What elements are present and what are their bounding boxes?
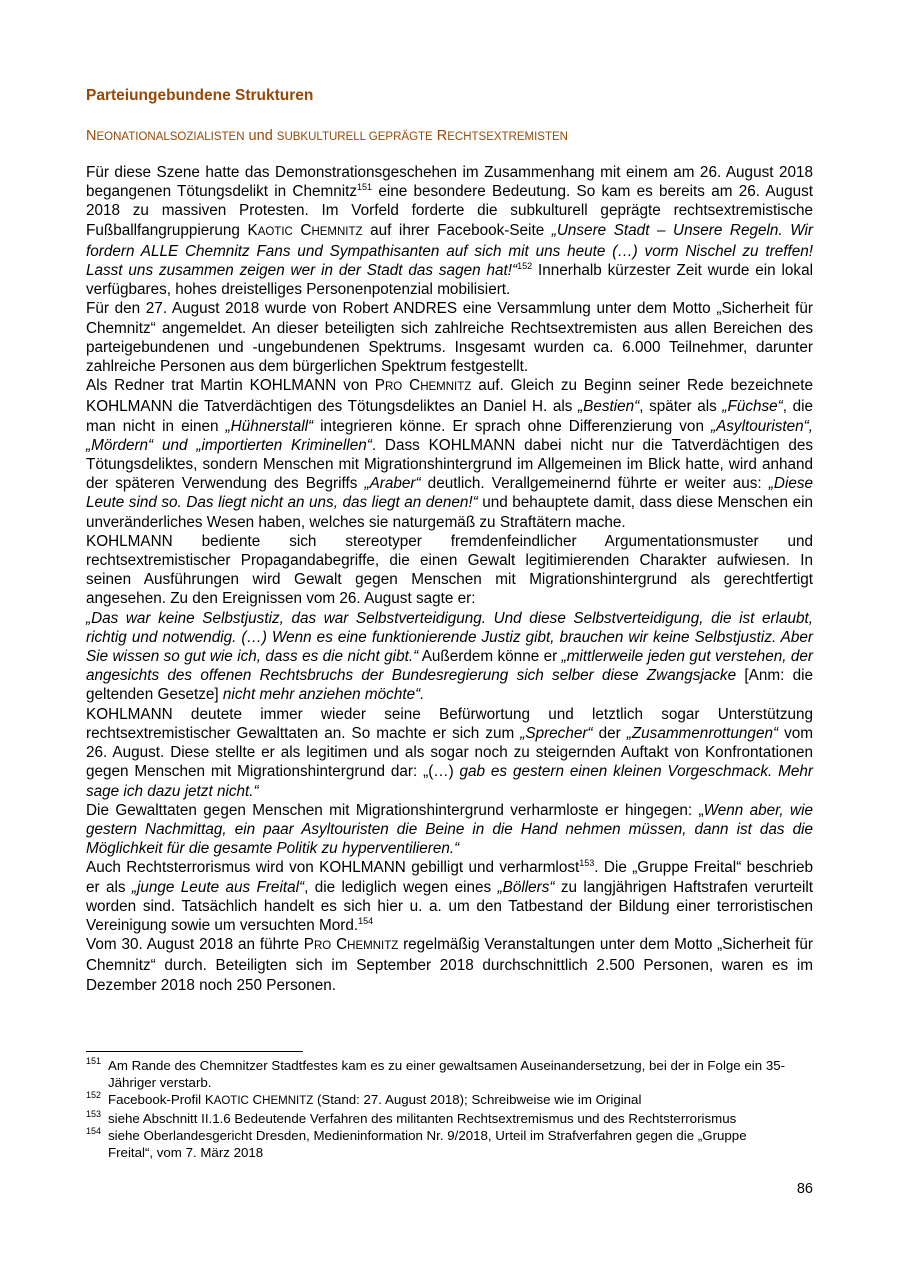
section-heading: Parteiungebundene Strukturen	[86, 87, 314, 104]
footnote-151	[86, 1057, 786, 1091]
footnote-text: K	[204, 1092, 214, 1107]
body-text	[86, 163, 813, 995]
text: AOTIC	[257, 225, 293, 238]
text: zu langjährigen Haftstrafen verurteilt worden sind. Tatsächlich handelt es sich hier u. a. um den Tatbestand der Bildung einer terroristischen Vereinigung sowie um versuchten Mord.	[86, 878, 813, 934]
text: . Die „Gruppe Freital“ beschrieb er als	[86, 859, 813, 896]
quote: „Hühnerstall“	[225, 417, 314, 435]
footnote-153	[86, 1110, 786, 1127]
sub-word-4: ECHTSEXTREMISTEN	[447, 131, 568, 143]
footnote-number: 151	[86, 1056, 102, 1066]
quote: „Unsere Stadt – Unsere Regeln. Wir fordern ALLE Chemnitz Fans und Sympathisanten auf sich mit uns heute (…) vorm Nischel zu treffen! Lasst uns zusammen zeigen wer in der Stadt das sagen hat!“	[86, 221, 813, 280]
paragraph-5	[86, 609, 813, 705]
text: [Anm: die geltenden Gesetze]	[86, 667, 813, 704]
footnote-ref-154[interactable]: 154	[358, 915, 374, 926]
text: C	[331, 936, 348, 954]
text: deutlich. Verallgemeinernd führte er weiter aus:	[420, 475, 769, 493]
text: auf. Gleich zu Beginn seiner Rede bezeichnete KOHLMANN die Tatverdächtigen des Tötungsdeliktes an Daniel H. als	[86, 377, 813, 416]
footnote-number: 153	[86, 1109, 102, 1119]
quote: „Füchse“	[722, 398, 783, 416]
sub-word-1: EONATIONALSOZIALISTEN	[96, 131, 245, 143]
quote: „mittlerweile jeden gut verstehen, der angesichts des offenen Rechtsbruchs der Bundesregierung sich selber diese Zwangsjacke	[86, 648, 813, 685]
quote: „Zusammenrottungen“	[626, 724, 779, 742]
quote: „Böllers“	[497, 878, 555, 896]
text: integrieren könne. Er sprach ohne Differenzierung von	[313, 417, 711, 435]
footnote-text: AOTIC	[213, 1095, 249, 1107]
quote: gab es gestern einen kleinen Vorgeschmack. Mehr sage ich dazu jetzt nicht.“	[86, 763, 813, 800]
text: vom 26. August. Diese stellte er als legitimen und als sogar noch zu steigernden Auftakt von Konfrontationen gegen Menschen mit Migrationshintergrund dar: „(…)	[86, 724, 813, 781]
text: HEMNITZ	[420, 381, 472, 394]
paragraph-1	[86, 163, 813, 299]
text: Außerdem könne er	[418, 648, 562, 666]
paragraph-7	[86, 801, 813, 859]
text: K	[247, 221, 258, 239]
page-number: 86	[796, 1181, 813, 1197]
footnote-text: Facebook-Profil	[108, 1092, 205, 1107]
text: KOHLMANN deutete immer wieder seine Befürwortung und letztlich sogar Unterstützung rechtsextremistischer Gewalttaten an. So machte er sich zum	[86, 705, 813, 742]
text: regelmäßig Veranstaltungen unter dem Motto „Sicherheit für Chemnitz“ durch. Beteiligten sich im September 2018 durchschnittlich 2.500 Personen, waren es im Dezember 2018 noch 250 Personen.	[86, 936, 813, 994]
footnote-152	[86, 1091, 786, 1110]
text: HEMNITZ	[311, 225, 363, 238]
quote: „junge Leute aus Freital“	[131, 878, 305, 896]
quote: „Araber“	[364, 475, 421, 493]
text: C	[402, 377, 421, 395]
quote: Wenn aber, wie gestern Nachmittag, ein paar Asyltouristen die Beine in die Hand nehmen müssen, dann ist das die Möglichkeit für die gesamte Politik zu hyperventilieren.“	[86, 801, 813, 858]
paragraph-4: KOHLMANN bediente sich stereotyper fremdenfeindlicher Argumentationsmuster und rechtsextremistischer Propagandabegriffe, die einen Gewalt legitimierenden Charakter aufwiesen. In seinen Ausführungen wird Gewalt gegen Menschen mit Migrationshintergrund als gerechtfertigt angesehen. Zu den Ereignissen vom 26. August sagte er:	[86, 532, 813, 608]
sub-initial-n: N	[86, 128, 97, 144]
footnote-text: (Stand: 27. August 2018); Schreibweise wie im Original	[313, 1092, 642, 1107]
text: RO	[314, 940, 332, 953]
text: P	[303, 936, 314, 954]
footnote-text: Am Rande des Chemnitzer Stadtfestes kam es zu einer gewaltsamen Auseinandersetzung, bei der in Folge ein 35-Jähriger verstarb.	[108, 1058, 786, 1090]
paragraph-3	[86, 376, 813, 532]
text: Für diese Szene hatte das Demonstrationsgeschehen im Zusammenhang mit einem am 26. August 2018 begangenen Tötungsdelikt in Chemnitz	[86, 164, 813, 201]
paragraph-8	[86, 858, 813, 935]
text: HEMNITZ	[347, 940, 399, 953]
sub-word-und: und	[244, 128, 277, 144]
footnote-ref-151[interactable]: 151	[357, 182, 373, 193]
text: eine besondere Bedeutung. So kam es bereits am 26. August 2018 zu massiven Protesten. Im Vorfeld forderte die subkulturell geprägte rechtsextremistische Fußballfangruppierung	[86, 183, 813, 239]
text: auf ihrer Facebook-Seite	[362, 221, 552, 239]
text: RO	[384, 381, 403, 394]
footnote-ref-152[interactable]: 152	[517, 260, 533, 271]
paragraph-6	[86, 705, 813, 801]
text: Vom 30. August 2018 an führte	[86, 936, 304, 954]
quote: „Asyltouristen“, „Mördern“ und „importierten Kriminellen“	[86, 417, 813, 454]
text: Auch Rechtsterrorismus wird von KOHLMANN gebilligt und verharmlost	[86, 859, 580, 877]
footnote-separator	[86, 1051, 303, 1052]
text: der	[592, 724, 627, 742]
paragraph-9	[86, 935, 813, 995]
text: , die man nicht in einen	[86, 398, 813, 435]
text: Als Redner trat Martin KOHLMANN von	[86, 377, 375, 395]
paragraph-2: Für den 27. August 2018 wurde von Robert ANDRES eine Versammlung unter dem Motto „Sicherheit für Chemnitz“ angemeldet. An dieser beteiligten sich zahlreiche Rechtsextremisten aus allen Bereichen des parteigebundenen und -ungebundenen Spektrums. Insgesamt wurden ca. 6.000 Teilnehmer, darunter zahlreiche Personen aus dem bürgerlichen Spektrum festgestellt.	[86, 300, 813, 376]
quote: „Sprecher“	[520, 724, 593, 742]
text: Innerhalb kürzester Zeit wurde ein lokal verfügbares, hohes dreistelliges Personenpotenzial mobilisiert.	[86, 262, 813, 299]
text: , die lediglich wegen eines	[304, 878, 498, 896]
footnote-text: siehe Oberlandesgericht Dresden, Medieninformation Nr. 9/2018, Urteil im Strafverfahren gegen die „Gruppe Freital“, vom 7. März 2018	[108, 1128, 747, 1160]
footnotes	[86, 1057, 786, 1161]
text: . Dass KOHLMANN dabei nicht nur die Tatverdächtigen des Tötungsdeliktes, sondern Menschen mit Migrationshintergrund im Allgemeinen im Blick hatte, wird anhand der späteren Verwendung des Begriffs	[86, 436, 813, 493]
text: C	[292, 221, 312, 239]
footnote-ref-153[interactable]: 153	[579, 858, 595, 869]
text: Die Gewalttaten gegen Menschen mit Migrationshintergrund verharmloste er hingegen: „	[86, 801, 704, 819]
text: und behauptete damit, dass diese Menschen ein unveränderliches Wesen haben, welches sie naturgemäß zu Straftätern mache.	[86, 494, 813, 531]
footnote-text: C	[248, 1092, 263, 1107]
quote: „Das war keine Selbstjustiz, das war Selbstverteidigung. Und diese Selbstverteidigung, die ist erlaubt, richtig und notwendig. (…) Wenn es eine funktionierende Justiz gibt, brauchen wir keine Selbstjustiz. Aber Sie wissen so gut wie ich, dass es die nicht gibt.“	[86, 609, 813, 666]
footnote-text: siehe Abschnitt II.1.6 Bedeutende Verfahren des militanten Rechtsextremismus und des Rechtsterrorismus	[108, 1111, 737, 1126]
quote: „Bestien“	[578, 398, 640, 416]
footnote-number: 154	[86, 1126, 102, 1136]
footnote-number: 152	[86, 1090, 102, 1100]
sub-word-3: SUBKULTURELL GEPRÄGTE	[276, 131, 433, 143]
text: , später als	[639, 398, 723, 416]
sub-initial-r: R	[432, 128, 448, 144]
quote: „Diese Leute sind so. Das liegt nicht an uns, das liegt an denen!“	[86, 475, 813, 512]
subsection-heading	[86, 124, 813, 149]
footnote-text: HEMNITZ	[262, 1095, 314, 1107]
text: P	[374, 377, 385, 395]
footnote-154	[86, 1127, 786, 1161]
page-content	[86, 84, 813, 995]
quote: nicht mehr anziehen möchte“.	[222, 686, 425, 704]
